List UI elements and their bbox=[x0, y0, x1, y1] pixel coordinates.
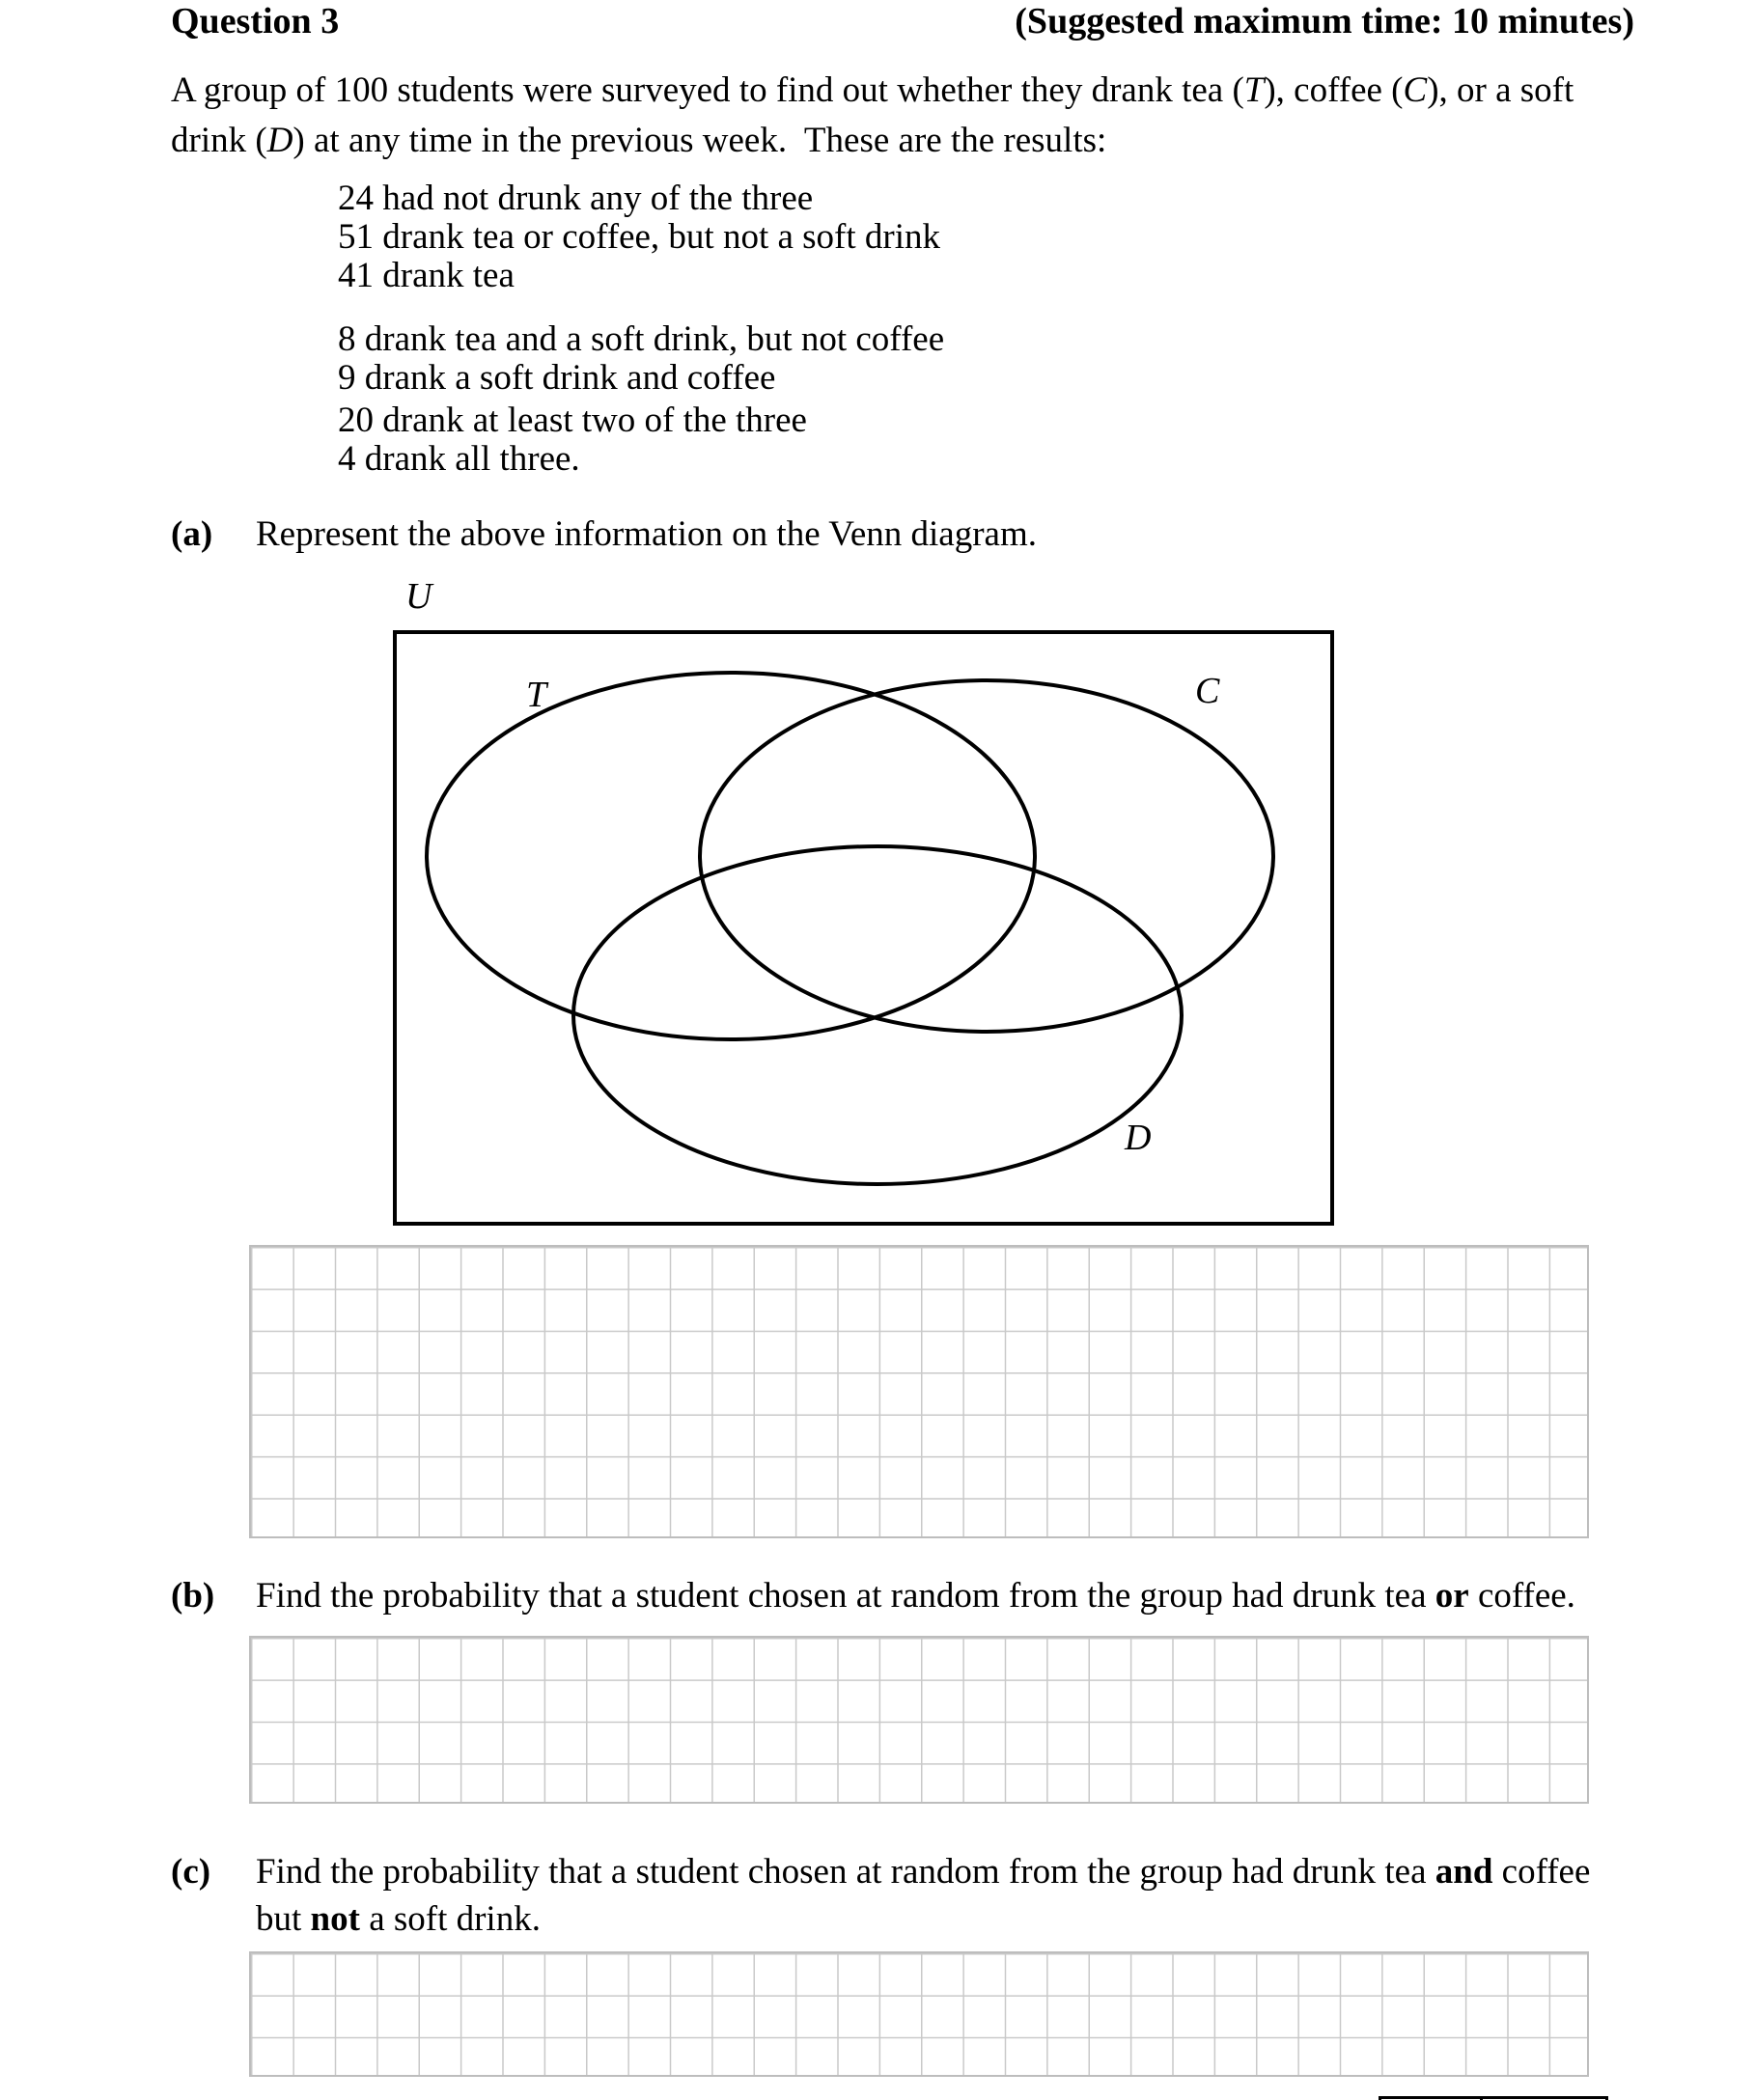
intro-text: ), or a soft bbox=[1427, 70, 1574, 110]
part-c-text-seg: a soft drink. bbox=[359, 1899, 541, 1939]
set-c-inline: C bbox=[1403, 70, 1428, 110]
intro-line-2 bbox=[171, 123, 1106, 158]
intro-text: ) at any time in the previous week. These are the results: bbox=[292, 121, 1107, 160]
part-c-text-seg: coffee bbox=[1492, 1852, 1591, 1892]
score-box-partial bbox=[1379, 2096, 1608, 2100]
universe-set-label: U bbox=[405, 576, 432, 617]
answer-grid-c bbox=[249, 1951, 1589, 2077]
answer-grid-a bbox=[249, 1245, 1589, 1538]
part-c-text-line-1 bbox=[256, 1854, 1590, 1890]
softdrink-set-label: D bbox=[1125, 1118, 1152, 1158]
venn-diagram bbox=[393, 630, 1334, 1226]
result-item: 20 drank at least two of the three bbox=[338, 401, 807, 440]
suggested-time-note: (Suggested maximum time: 10 minutes) bbox=[1015, 1, 1634, 41]
part-a-text: Represent the above information on the Venn diagram. bbox=[256, 514, 1037, 554]
intro-text: A group of 100 students were surveyed to find out whether they drank tea ( bbox=[171, 70, 1244, 110]
coffee-set-label: C bbox=[1195, 671, 1220, 711]
result-item: 51 drank tea or coffee, but not a soft drink bbox=[338, 217, 941, 257]
answer-grid-b bbox=[249, 1636, 1589, 1804]
tea-set-label: T bbox=[526, 675, 547, 715]
part-b-or-bold: or bbox=[1435, 1576, 1469, 1616]
part-b-text-seg: coffee. bbox=[1468, 1576, 1575, 1616]
result-item: 24 had not drunk any of the three bbox=[338, 179, 814, 218]
tea-set-ellipse bbox=[427, 673, 1035, 1039]
result-item: 9 drank a soft drink and coffee bbox=[338, 358, 776, 398]
venn-ellipses bbox=[397, 634, 1330, 1222]
result-item: 4 drank all three. bbox=[338, 439, 580, 479]
part-c-and-bold: and bbox=[1435, 1852, 1493, 1892]
part-a-label: (a) bbox=[171, 514, 213, 554]
intro-line-1 bbox=[171, 72, 1574, 108]
part-c-label: (c) bbox=[171, 1852, 211, 1892]
part-c-text-line-2 bbox=[256, 1901, 541, 1937]
result-item: 41 drank tea bbox=[338, 256, 515, 295]
part-b-text bbox=[256, 1578, 1575, 1614]
intro-text: drink ( bbox=[171, 121, 267, 160]
part-b-text-seg: Find the probability that a student chosen at random from the group had drunk tea bbox=[256, 1576, 1435, 1616]
result-item: 8 drank tea and a soft drink, but not coffee bbox=[338, 319, 945, 359]
set-t-inline: T bbox=[1243, 70, 1265, 110]
part-b-label: (b) bbox=[171, 1576, 215, 1616]
intro-text: ), coffee ( bbox=[1264, 70, 1404, 110]
set-d-inline: D bbox=[266, 121, 293, 160]
question-title: Question 3 bbox=[171, 1, 340, 41]
part-c-text-seg: Find the probability that a student chosen at random from the group had drunk tea bbox=[256, 1852, 1435, 1892]
part-c-text-seg: but bbox=[256, 1899, 311, 1939]
part-c-not-bold: not bbox=[310, 1899, 360, 1939]
